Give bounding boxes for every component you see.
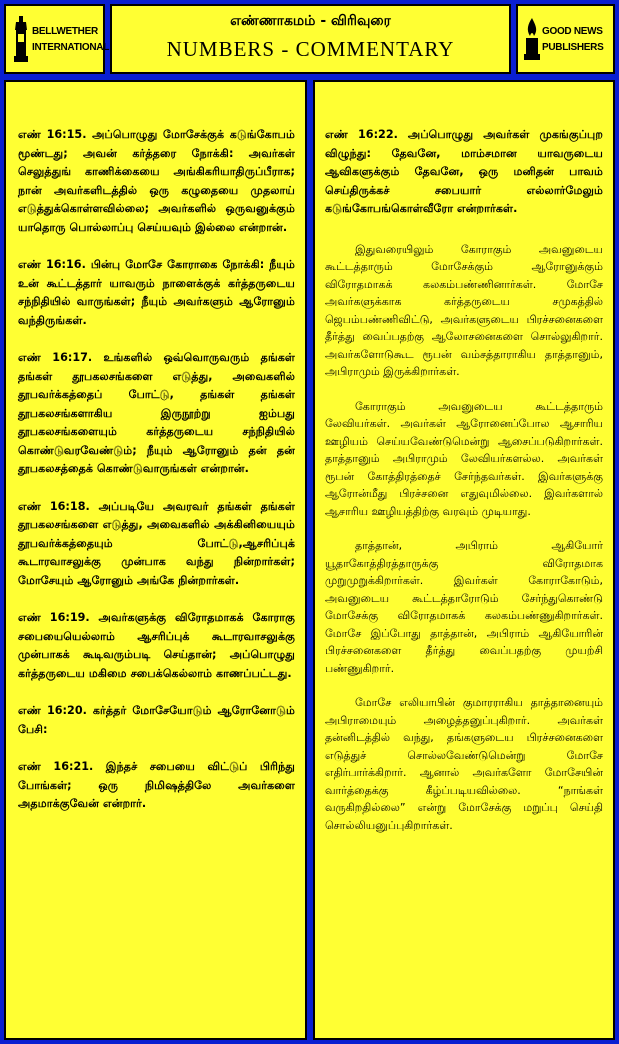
- commentary-paragraph: இதுவரையிலும் கோராகும் அவனுடைய கூட்டத்தாரும் மோசேக்கும் ஆரோனுக்கும் விரோதமாகக் கலகம்பண்ணினார்கள். மோசே அவர்களுக்காக கர்த்தருடைய சமுகத்தில் ஜெபம்பண்ணிவிட்டு, அவர்களுடைய பிரச்சனைகளை தீர்த்து வைப்பதற்கு ஆலோசனைகளை சொல்லுகிறார். அவர்களோடுகூட ரூபன் வம்சத்தாராகிய தாத்தானும், அபிராமும் இருக்கிறார்கள்.: [325, 242, 603, 378]
- logo-left-line1: BELLWETHER: [32, 26, 98, 37]
- title-banner: [110, 4, 511, 74]
- verse-16-21: எண் 16:21. இந்தச் சபையை விட்டுப் பிரிந்து போங்கள்; ஒரு நிமிஷத்திலே அவர்களை அதமாக்குவேன் என்றார்.: [18, 760, 295, 810]
- verse-16-18: எண் 16:18. அப்படியே அவரவர் தங்கள் தங்கள் தூபகலசங்களை எடுத்து, அவைகளில் அக்கினியையும் தூபவர்க்கத்தையும் போட்டு,ஆசரிப்புக் கூடாரவாசலுக்கு முன்பாக வந்து நின்றார்கள்; மோசேயும் ஆரோனும் அங்கே நின்றார்கள்.: [18, 499, 295, 587]
- bell-tower-icon: [14, 16, 28, 64]
- verse-16-17: எண் 16:17. உங்களில் ஒவ்வொருவரும் தங்கள் தங்கள் தூபகலசங்களை எடுத்து, அவைகளில் தூபவர்க்கத்தைப் போட்டு, தங்கள் தங்கள் தூபகலசங்களாகிய இருநூற்று ஐம்பது தூபகலசங்களையும் கர்த்தருடைய சந்நிதியில் கொண்டுவரவேண்டும்; நீயும் ஆரோனும் தன் தன் தூபகலசத்தைக் கொண்டுவாருங்கள் என்றான்.: [18, 351, 295, 475]
- verse-16-16: எண் 16:16. பின்பு மோசே கோராகை நோக்கி: நீயும் உன் கூட்டத்தார் யாவரும் நாளைக்குக் கர்த்தருடைய சந்நிதியில் வாருங்கள்; நீயும் அவர்களும் ஆரோனும் வந்திருங்கள்.: [18, 258, 295, 327]
- verse-16-19: எண் 16:19. அவர்களுக்கு விரோதமாகக் கோராகு சபையையெல்லாம் ஆசரிப்புக் கூடாரவாசலுக்கு முன்பாகக் கூடிவரும்படி செய்தான்; அப்பொழுது கர்த்தருடைய மகிமை சபைக்கெல்லாம் காணப்பட்டது.: [18, 611, 295, 680]
- commentary-paragraph: மோசே எலியாபின் குமாரராகிய தாத்தானையும் அபிராமையும் அழைத்தனுப்புகிறார். அவர்கள் தன்னிடத்தில் வந்து, தங்களுடைய பிரச்சனைகளை எடுத்துச் சொல்லவேண்டுமென்று மோசே எதிர்பார்க்கிறார். ஆனால் அவர்களோ மோசேயின் வார்த்தைக்கு கீழ்ப்படியவில்லை. “நாங்கள் வருகிறதில்லை” என்று மோசேக்கு மறுப்பு செய்தி சொல்லியனுப்புகிறார்கள்.: [325, 696, 603, 832]
- logo-right-line1: GOOD NEWS: [542, 26, 603, 37]
- verse-16-20: எண் 16:20. கர்த்தர் மோசேயோடும் ஆரோனோடும் பேசி:: [18, 704, 295, 736]
- verse-16-15: எண் 16:15. அப்பொழுது மோசேக்குக் கடுங்கோபம் மூண்டது; அவன் கர்த்தரை நோக்கி: அவர்கள் செலுத்துங் காணிக்கையை அங்கிகரியாதிருப்பீராக; நான் அவர்களிடத்தில் ஒரு கழுதையை முதலாய் எடுத்துக்கொள்ளவில்லை; அவர்களில் ஒருவனுக்கும் யாதொரு பொல்லாப்பு செய்யவும் இல்லை என்றான்.: [18, 128, 295, 234]
- bellwether-logo: [4, 4, 110, 74]
- title-tamil: எண்ணாகமம் - விரிவுரை: [230, 13, 391, 29]
- commentary-paragraph: கோராகும் அவனுடைய கூட்டத்தாரும் லேவியர்கள். அவர்கள் ஆரோனைப்போல ஆசாரிய ஊழியம் செய்யவேண்டுமென்று ஆசைப்படுகிறார்கள். தாத்தானும் அபிராமும் லேவியர்களல்ல. அவர்கள் ரூபன் கோத்திரத்தைச் சேர்ந்தவர்கள். இவர்களுக்கு ஆரோன்மீது பிரச்சனை எதுவுமில்லை. இவர்களால் ஆசாரிய ஊழியத்திற்கு வரவும் முடியாது.: [325, 399, 603, 518]
- logo-right-line2: PUBLISHERS: [542, 42, 604, 53]
- verse-16-22: எண் 16:22. அப்பொழுது அவர்கள் முகங்குப்புற விழுந்து: தேவனே, மாம்சமான யாவருடைய ஆவிகளுக்கும் தேவனே, ஒரு மனிதன் பாவம் செய்திருக்கச் சபையார் எல்லார்மேலும் கடுங்கோபங்கொள்வீரோ என்றார்கள்.: [325, 128, 603, 215]
- left-column: [4, 80, 307, 1040]
- right-column: [313, 80, 615, 1040]
- good-news-logo: [516, 4, 615, 74]
- commentary-paragraph: தாத்தான், அபிராம் ஆகியோர் யூதாகோத்திரத்தாருக்கு விரோதமாக முறுமுறுக்கிறார்கள். இவர்கள் கோராகோடும், அவனுடைய கூட்டத்தாரோடும் சேர்ந்துகொண்டு மோசேக்கு விரோதமாகக் கலகம்பண்ணுகிறார்கள். மோசே இப்போது தாத்தான், அபிராம் ஆகியோரின் பிரச்சனைகளை தீர்த்து வைப்பதற்கு முயற்சி பண்ணுகிறார்.: [325, 539, 603, 675]
- flame-book-icon: [524, 18, 540, 62]
- title-english: NUMBERS - COMMENTARY: [166, 37, 455, 61]
- logo-left-line2: INTERNATIONAL: [32, 42, 110, 53]
